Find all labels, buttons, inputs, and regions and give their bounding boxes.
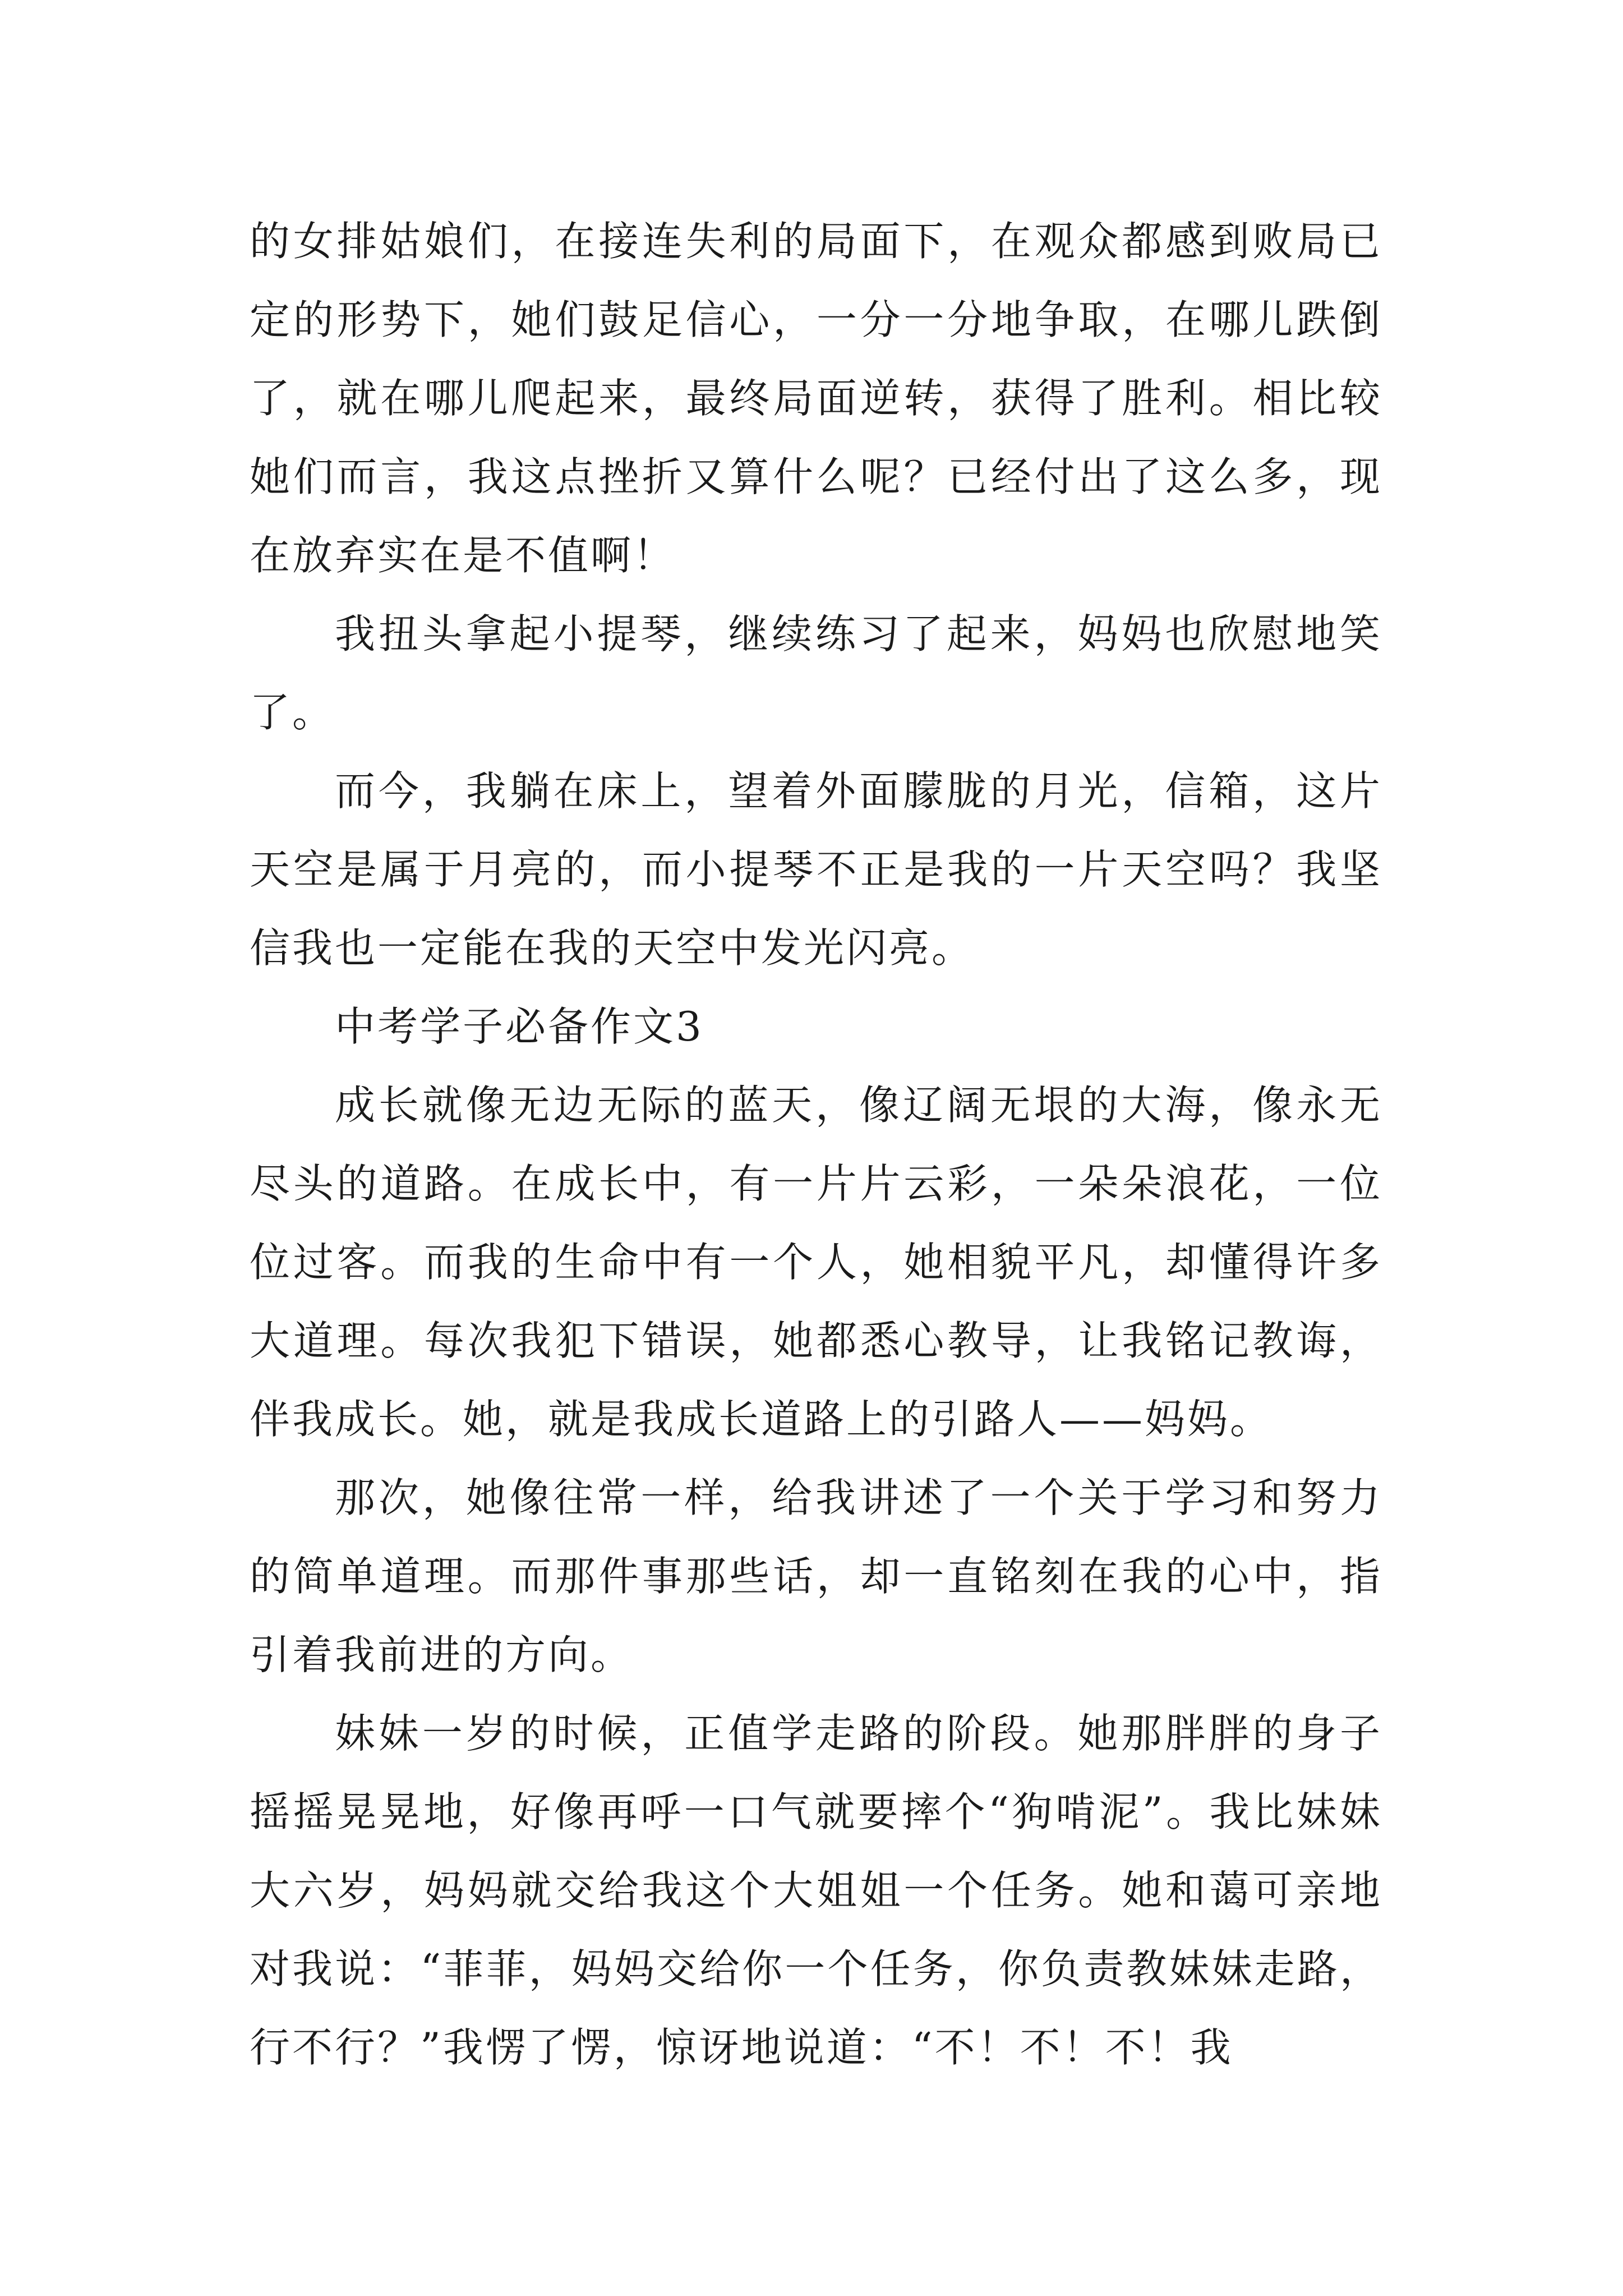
- paragraph: 妹妹一岁的时候，正值学走路的阶段。她那胖胖的身子摇摇晃晃地，好像再呼一口气就要摔个“狗啃泥”。我比妹妹大六岁，妈妈就交给我这个大姐姐一个任务。她和蔼可亲地对我说：“菲菲，妈妈交给你一个任务，你负责教妹妹走路，行不行？”我愣了愣，惊讶地说道：“不！不！不！我: [250, 1710, 1382, 2071]
- paragraph-continuation: 的女排姑娘们，在接连失利的局面下，在观众都感到败局已定的形势下，她们鼓足信心，一分一分地争取，在哪儿跌倒了，就在哪儿爬起来，最终局面逆转，获得了胜利。相比较她们而言，我这点挫折又算什么呢？已经付出了这么多，现在放弃实在是不值啊！: [250, 218, 1382, 579]
- paragraph: 我扭头拿起小提琴，继续练习了起来，妈妈也欣慰地笑了。: [250, 610, 1382, 736]
- section-heading: 中考学子必备作文3: [335, 1003, 704, 1050]
- paragraph: 而今，我躺在床上，望着外面朦胧的月光，信箱，这片天空是属于月亮的，而小提琴不正是我的一片天空吗？我坚信我也一定能在我的天空中发光闪亮。: [250, 767, 1382, 972]
- body-text: [250, 202, 1382, 2087]
- paragraph: 那次，她像往常一样，给我讲述了一个关于学习和努力的简单道理。而那件事那些话，却一直铭刻在我的心中，指引着我前进的方向。: [250, 1474, 1382, 1678]
- paragraph: 成长就像无边无际的蓝天，像辽阔无垠的大海，像永无尽头的道路。在成长中，有一片片云彩，一朵朵浪花，一位位过客。而我的生命中有一个人，她相貌平凡，却懂得许多大道理。每次我犯下错误，她都悉心教导，让我铭记教诲，伴我成长。她，就是我成长道路上的引路人——妈妈。: [250, 1082, 1382, 1443]
